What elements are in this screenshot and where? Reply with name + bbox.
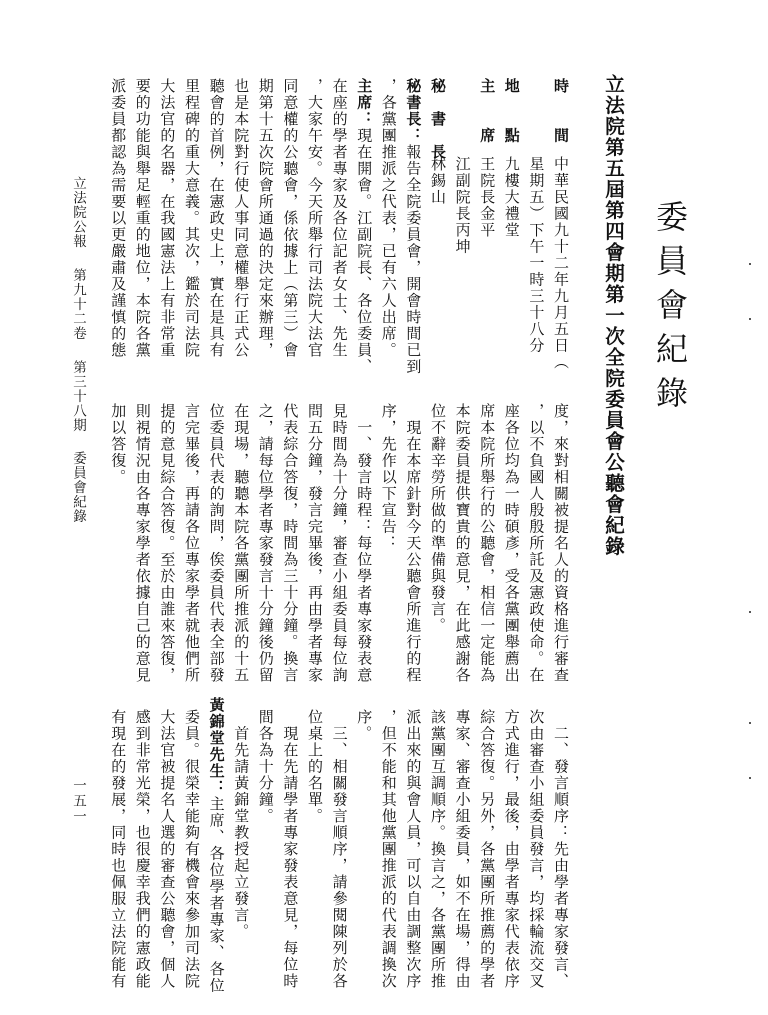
column-text: 之，請每位學者專家發言十分鐘後仍留	[256, 403, 275, 684]
tier2-column	[156, 403, 178, 684]
tier2-column	[132, 403, 154, 684]
tier3-column	[452, 709, 474, 990]
column-text: 王院長金平	[478, 156, 497, 239]
tier3-column	[107, 709, 129, 990]
column-text: 該黨團互調順序。換言之，各黨團所推	[429, 709, 447, 990]
column-text: 次由審查小組委員發言，均採輪流交叉	[527, 709, 546, 990]
tier1-column	[402, 78, 424, 375]
column-text: 報告全院委員會，開會時間已到	[404, 144, 423, 375]
footer-issue: 第三十八期	[70, 359, 86, 433]
tier1-column	[452, 156, 474, 255]
tier3-column	[427, 709, 449, 990]
tier1-column	[230, 78, 252, 359]
column-text: 專家、審查小組委員，如不在場，得由	[453, 709, 472, 990]
column-text: ，但不能和其他黨團推派的代表調換次	[379, 709, 398, 990]
tier2-column	[427, 403, 449, 634]
column-text: 也是本院對行使人事同意權舉行正式公	[232, 78, 251, 359]
column-text: 位委員代表的詢問，俟委員代表全部發	[207, 403, 226, 684]
tier1-column	[550, 78, 572, 371]
tier1-column	[107, 78, 129, 359]
column-text: 三、相關發言順序，請參閱陳列於各	[330, 709, 349, 990]
tier2-column	[107, 403, 129, 486]
tier2-column	[329, 403, 351, 684]
tier1-column	[378, 78, 400, 359]
footer	[68, 176, 88, 538]
tier3-column	[156, 709, 178, 990]
column-text: 問五分鐘，發言完畢後，再由學者專家	[306, 403, 324, 684]
tier1-column	[329, 78, 351, 359]
footer-publication: 立法院公報	[70, 176, 86, 249]
tier2-column	[230, 403, 252, 684]
column-text: 二、發言順序：先由學者專家發言、	[552, 709, 570, 990]
column-text: 主席、各位學者專家、各位	[207, 796, 226, 994]
column-text: 序，先作以下宣告：	[379, 403, 398, 552]
column-text: 言完畢後，再請各位專家學者就他們所	[183, 403, 201, 684]
column-text: 度，來對相關被提名人的資格進行審查	[552, 403, 570, 684]
column-text: 綜合答復。另外，各黨團所推薦的學者	[478, 709, 497, 990]
tier3-column	[304, 709, 326, 825]
column-text: ，大家午安。今天所舉行司法院大法官	[306, 78, 324, 359]
speaker-label: 黃錦堂先生：	[207, 697, 226, 796]
speaker-label: 秘 書 長	[429, 78, 447, 161]
column-text: 間各為十分鐘。	[256, 709, 275, 825]
speaker-label: 主 席	[478, 78, 497, 144]
tier3-column	[255, 709, 277, 825]
tier3-column	[402, 709, 424, 990]
speaker-label: 主席：	[355, 78, 374, 128]
column-text: 則視情況由各專家學者依據自己的意見	[133, 403, 152, 684]
section-title: 委員會紀錄	[651, 200, 689, 420]
column-text: 位桌上的名單。	[306, 709, 324, 825]
footer-volume: 第九十二卷	[70, 267, 86, 341]
column-text: 聽會的首例，在憲政史上，實在是具有	[207, 78, 226, 359]
tier3-column	[230, 709, 252, 940]
column-text: 一、發言時程：每位學者專家發表意	[355, 403, 374, 684]
column-text: 見時間為十分鐘，審查小組委員每位詢	[330, 403, 349, 684]
tier3-column	[353, 709, 375, 742]
tier2-column	[206, 403, 228, 684]
column-text: 里程碑的重大意義。其次，鑑於司法院	[183, 78, 201, 359]
column-text: 方式進行，最後，由學者專家代表依序	[502, 709, 521, 990]
tier3-column	[132, 709, 154, 990]
column-text: 在座的學者專家及各位記者女士、先生	[330, 78, 349, 359]
column-text: 同意權的公聽會，係依據上（第三）會	[281, 78, 300, 359]
tier3-column	[476, 709, 498, 990]
tier1-column	[181, 78, 203, 359]
column-text: 在現場，聽聽本院各黨團所推派的十五	[232, 403, 251, 684]
column-text: 大法官被提名人選的審查公聽會，個人	[158, 709, 177, 990]
column-text: 感到非常光榮，也很慶幸我們的憲政能	[133, 709, 152, 990]
column-text: 本院委員提供寶貴的意見，在此感謝各	[453, 403, 472, 684]
column-text: 大法官的名器，在我國憲法上有非常重	[158, 78, 177, 359]
scan-mark	[749, 263, 751, 265]
column-text: 代表綜合答復，時間為三十分鐘。換言	[281, 403, 300, 684]
column-text: 現在先請學者專家發表意見，每位時	[281, 709, 300, 990]
tier2-column	[304, 403, 326, 684]
column-text: 期第十五次院會所通過的決定來辦理，	[256, 78, 275, 359]
column-text: 九樓大禮堂	[502, 156, 521, 239]
tier2-column	[181, 403, 203, 684]
tier1-column	[525, 156, 547, 354]
column-text: 有現在的發展，同時也佩服立法院能有	[109, 709, 128, 990]
column-text: 首先請黃錦堂教授起立發言。	[232, 709, 251, 940]
tier1-column	[304, 78, 326, 359]
column-text: 派委員都認為需要以更嚴肅及謹慎的態	[109, 78, 128, 359]
tier1-column	[501, 78, 523, 239]
column-text: 序。	[355, 709, 374, 742]
tier3-column	[550, 709, 572, 990]
tier1-column	[255, 78, 277, 359]
tier2-column	[525, 403, 547, 684]
speaker-label: 地 點	[502, 78, 521, 144]
tier3-column	[501, 709, 523, 990]
column-text: 席本院所舉行的公聽會，相信一定能為	[478, 403, 497, 684]
document-title: 立法院第五屆第四會期第一次全院委員會公聽會紀錄	[602, 74, 625, 557]
column-text: 提的意見綜合答復。至於由誰來答復，	[158, 403, 177, 684]
tier3-column	[525, 709, 547, 990]
tier2-column	[452, 403, 474, 684]
column-text: 現在本席針對今天公聽會所進行的程	[404, 403, 423, 684]
tier1-column	[427, 78, 449, 206]
tier2-column	[402, 403, 424, 684]
column-text: ，以不負國人殷殷所託及憲政使命。在	[527, 403, 546, 684]
tier3-column	[181, 709, 203, 990]
tier1-column	[353, 78, 375, 375]
tier1-column	[206, 78, 228, 359]
tier1-column	[476, 78, 498, 239]
scan-mark	[749, 777, 751, 779]
column-text: 星期五）下午一時三十八分	[527, 156, 546, 354]
column-text: 現在開會。江副院長、各位委員、	[355, 127, 374, 375]
column-text: 位不辭辛勞所做的準備與發言。	[429, 403, 447, 634]
tier1-column	[279, 78, 301, 359]
tier1-column	[132, 78, 154, 359]
column-text: 委員。很榮幸能夠有機會來參加司法院	[183, 709, 201, 990]
tier2-column	[378, 403, 400, 552]
page-number: 一五一	[70, 778, 86, 825]
tier2-column	[255, 403, 277, 684]
column-text: ，各黨團推派之代表，已有六人出席。	[379, 78, 398, 359]
tier3-column	[279, 709, 301, 990]
footer-section: 委員會紀錄	[70, 451, 86, 524]
column-text: 林錫山	[429, 156, 447, 206]
tier2-column	[550, 403, 572, 684]
speaker-label: 秘書長：	[404, 78, 423, 144]
tier1-column	[156, 78, 178, 359]
column-text: 加以答復。	[109, 403, 128, 486]
tier2-column	[279, 403, 301, 684]
tier2-column	[476, 403, 498, 684]
tier3-column	[378, 709, 400, 990]
column-text: 派出來的與會人員，可以自由調整次序	[404, 709, 423, 990]
scan-mark	[749, 611, 751, 613]
tier2-column	[353, 403, 375, 684]
column-text: 要的功能與舉足輕重的地位，本院各黨	[133, 78, 152, 359]
speaker-label: 時 間	[552, 78, 570, 144]
scan-mark	[749, 318, 751, 320]
tier3-column	[206, 697, 228, 994]
column-text: 座各位均為一時碩彥，受各黨團舉薦出	[502, 403, 521, 684]
scan-mark	[749, 722, 751, 724]
column-text: 中華民國九十二年九月五日（	[552, 156, 570, 371]
tier2-column	[501, 403, 523, 684]
column-text: 江副院長丙坤	[453, 156, 472, 255]
tier3-column	[329, 709, 351, 990]
